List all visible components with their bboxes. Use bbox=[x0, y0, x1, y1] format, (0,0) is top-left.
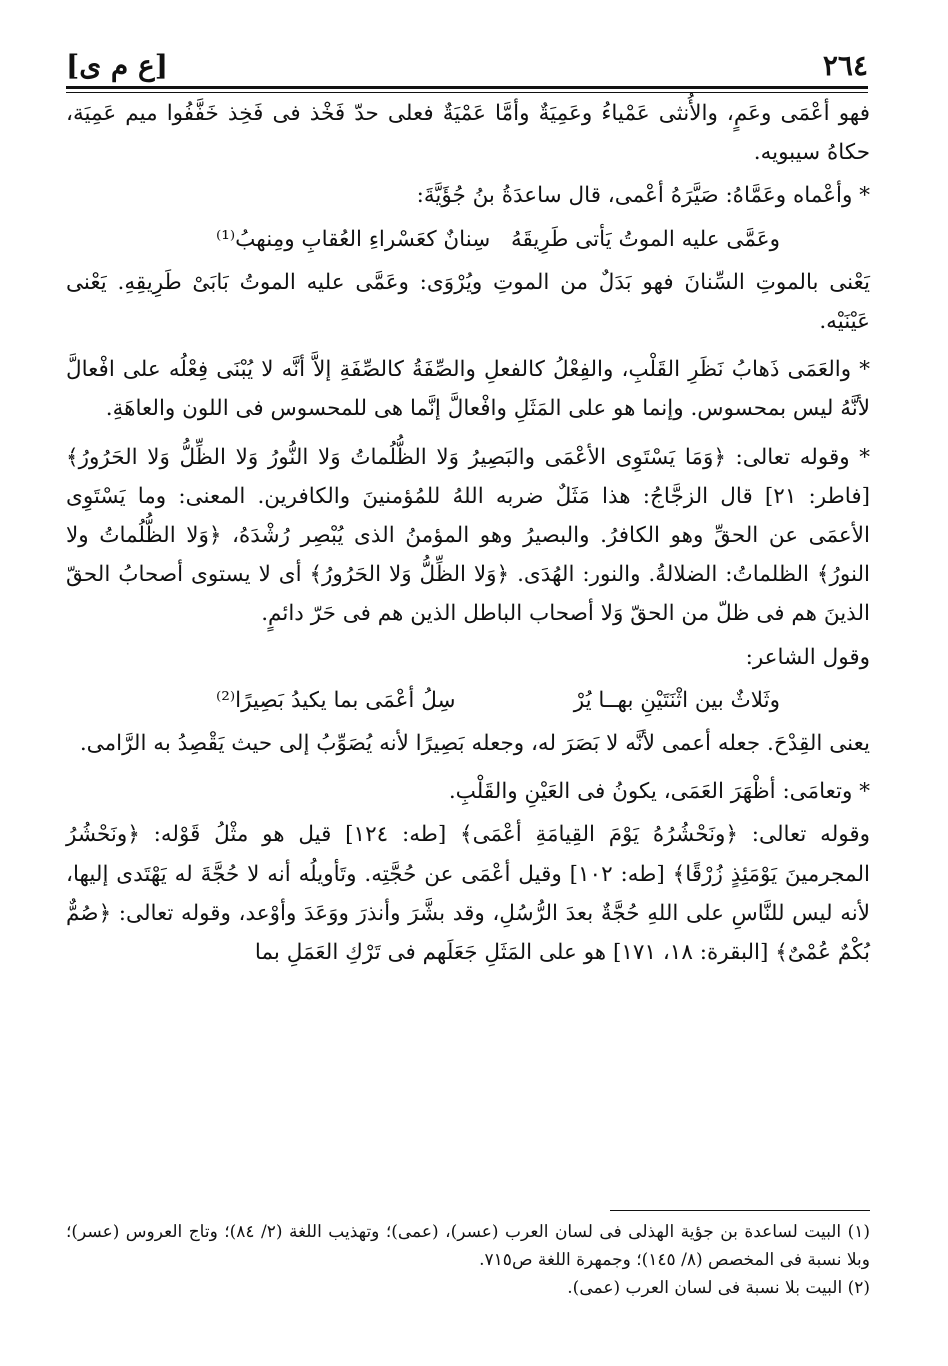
footnotes bbox=[66, 1218, 870, 1302]
paragraph: * وقوله تعالى: ﴿وَمَا يَسْتَوِى الأعْمَى والبَصِيرُ وَلا الظُّلُماتُ وَلا النُّورُ وَلا الظِّلُّ وَلا الحَرُورُ﴾ [فاطر: ٢١] قال الزجَّاجُ: هذا مَثَلٌ ضربه اللهُ للمُؤمنينَ والكافرين. المعنى: وما يَسْتَوِى الأعمَى عن الحقِّ وهو الكافرُ. والبصيرُ وهو المؤمنُ الذى يُبْصِر رُشْدَهُ، ﴿وَلا الظُّلُماتُ ولا النورُ﴾ الظلماتُ: الضلالةُ. والنور: الهُدَى. ﴿وَلا الظِّلُّ وَلا الحَرُورُ﴾ أى لا يستوى أصحابُ الحقّ الذينَ هم فى ظلّ من الحقّ وَلا أصحاب الباطل الذين هم فى حَرّ دائمٍ. bbox=[66, 444, 870, 627]
paragraph: يَعْنى بالموتِ السِّنانَ فهو بَدَلٌ من الموتِ ويُرْوَى: وعَمَّى عليه الموتُ بَابَىْ طَرِيقِهِ. يَعْنى عَيْنَيْه. bbox=[66, 269, 870, 335]
footnote: (١) البيت لساعدة بن جؤية الهذلى فى لسان العرب (عسر)، (عمى)؛ وتهذيب اللغة (٢/ ٨٤)؛ وتاج العروس (عسر)؛ وبلا نسبة فى المخصص (٨/ ١٤٥)؛ وجمهرة اللغة ص٧١٥. bbox=[66, 1222, 870, 1270]
root-letters: [ع م ى] bbox=[66, 49, 168, 82]
paragraph: وقوله تعالى: ﴿ونَحْشُرُهُ يَوْمَ القِيامَةِ أعْمَى﴾ [طه: ١٢٤] قيل هو مثْلُ قَوْله: ﴿ونَحْشُرُ المجرمينَ يَوْمَئِذٍ زُرْقًا﴾ [طه: ١٠٢] وقيل أعْمَى عن حُجَّتِه. وتَأويلُه أنه لا حُجَّةَ له يَهْتَدى إليها، لأنه ليس للنَّاسِ على اللهِ حُجَّةٌ بعدَ الرُّسُلِ، وقد بشَّرَ وأنذرَ ووَعَدَ وأوْعد، وقوله تعالى: ﴿صُمٌّ بُكْمٌ عُمْىٌ﴾ [البقرة: ١٨، ١٧١] هو على المَثَلِ جَعَلَهم فى تَرْكِ العَمَلِ بما bbox=[66, 822, 871, 966]
verse-first-hemistich: وثَلاثٌ بين اثْنَتَيْنِ بهــا يُرْ bbox=[573, 687, 780, 713]
paragraph: * وتعامَى: أظْهَرَ العَمَى، يكونُ فى العَيْنِ والقَلْبِ. bbox=[448, 779, 870, 805]
verse-second-hemistich: سِلُ أعْمَى بما يكيدُ بَصِيرًا⁽²⁾ bbox=[216, 687, 456, 713]
page-number: ٢٦٤ bbox=[822, 49, 868, 82]
header-rule bbox=[66, 86, 868, 93]
footnote-rule bbox=[610, 1210, 870, 1211]
verse-first-hemistich: وعَمَّى عليه الموتُ يَأتى طَرِيقَهُ bbox=[511, 226, 780, 252]
footnote: (٢) البيت بلا نسبة فى لسان العرب (عمى). bbox=[567, 1278, 870, 1298]
page-header bbox=[66, 42, 868, 82]
paragraph: وقول الشاعر: bbox=[745, 644, 870, 670]
main-text bbox=[66, 94, 870, 972]
paragraph: * والعَمَى ذَهابُ نَظَرِ القَلْبِ، والفِعْلُ كالفعلِ والصِّفَةُ كالصِّفَةِ إلاَّ أنَّه لا يُبْنَى فِعْلُه على افْعالَّ لأنَّهُ ليس بمحسوس. وإنما هو على المَثَلِ وافْعالَّ إنَّما هى للمحسوس فى اللون والعاهَةِ. bbox=[66, 357, 870, 422]
paragraph: يعنى القِدْحَ. جعله أعمى لأنَّه لا بَصَرَ له، وجعله بَصِيرًا لأنه يُصَوِّبُ إلى حيث يَقْصِدُ به الرَّامى. bbox=[79, 731, 870, 757]
verse-second-hemistich: سِنانٌ كعَسْراءِ العُقابِ ومِنهبُ⁽¹⁾ bbox=[216, 226, 491, 252]
verse-line bbox=[66, 681, 870, 720]
paragraph: فهو أعْمَى وعَمٍ، والأُنثى عَمْياءُ وعَمِيَةٌ وأمَّا عَمْيَةٌ فعلى حدّ فَخْذ فى فَخِذ خَفَّفُوا ميم عَمِيَة، حكاهُ سيبويه. bbox=[66, 101, 870, 166]
verse-line bbox=[66, 220, 870, 259]
paragraph: * وأعْماه وعَمَّاهُ: صَيَّرَهُ أعْمى، قال ساعدَةُ بنُ جُؤَيَّةَ: bbox=[416, 183, 870, 209]
